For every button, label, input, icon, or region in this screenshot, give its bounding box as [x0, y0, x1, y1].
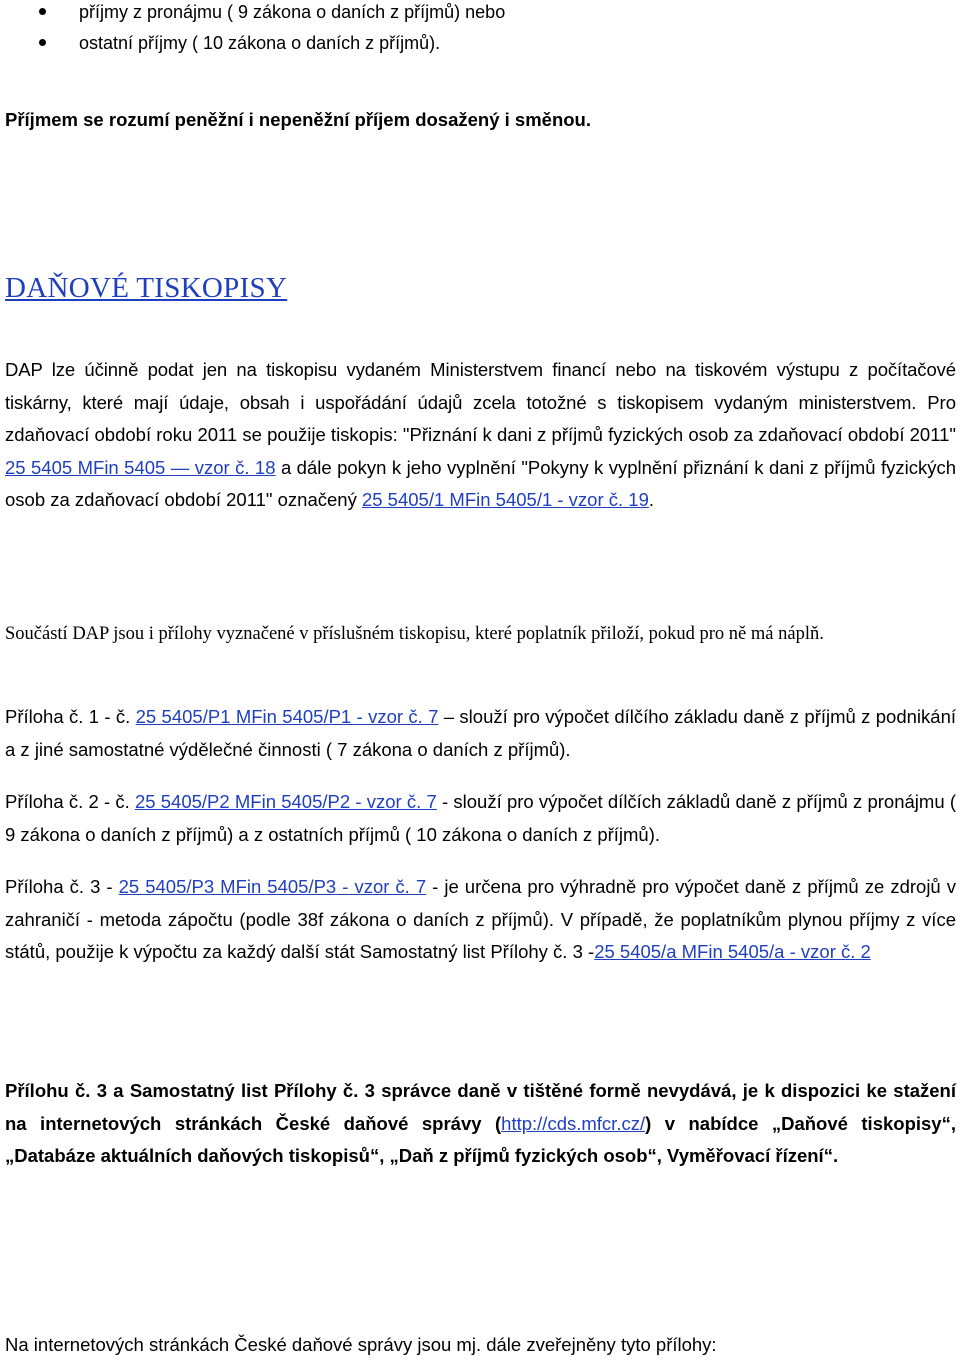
download-info-text-1: Přílohu č. 3 a Samostatný list Přílohy č. 3 správce daně v tištěné formě nevydává, je k dispozici ke stažení na internetových stránkách České daňové správy ( [5, 1080, 956, 1134]
dap-text-4: . [648, 489, 655, 510]
priloha-2-text: - slouží pro výpočet dílčích základů daně z příjmů z pronájmu ( 9 zákona o daních z příjmů) a z ostatních příjmů ( 10 zákona o daních z příjmů). [5, 791, 956, 845]
priloha-3-text: - je určena pro výhradně pro výpočet daně z příjmů ze zdrojů v zahraničí - metoda zápočtu (podle 38f zákona o daních z příjmů). V případě, že poplatníkům plynou příjmy z více států, použije k výpočtu za každý další stát Samostatný list Přílohy č. 3 - [5, 876, 956, 962]
dap-text-3: a dále pokyn k jeho vyplnění "Pokyny k vyplnění přiznání k dani z příjmů fyzických osob za zdaňovací období 2011" označený [5, 456, 956, 510]
bullet-list [5, 0, 956, 62]
priloha-3-paragraph [5, 871, 956, 969]
form-link-vzor-18[interactable]: 25 5405 MFin 5405 — vzor č. 18 [5, 456, 276, 478]
priloha-3-link[interactable]: 25 5405/P3 MFin 5405/P3 - vzor č. 7 [118, 876, 427, 897]
list-item-text: příjmy z pronájmu ( 9 zákona o daních z příjmů) nebo [79, 2, 506, 22]
priloha-1-text: – slouží pro výpočet dílčího základu daně z příjmů z podnikání a z jiné samostatné výdělečné činnosti ( 7 zákona o daních z příjmů). [5, 706, 957, 760]
dap-paragraph [5, 354, 956, 517]
priloha-3-prefix: Příloha č. 3 - [5, 876, 119, 897]
attachments-note: Součástí DAP jsou i přílohy vyznačené v příslušném tiskopisu, které poplatník přiloží, pokud pro ně má náplň. [5, 624, 824, 644]
priloha-1-link[interactable]: 25 5405/P1 MFin 5405/P1 - vzor č. 7 [135, 706, 439, 727]
bullet-icon [39, 39, 46, 46]
list-item [5, 0, 956, 31]
download-info-paragraph [5, 1075, 956, 1173]
closing-line: Na internetových stránkách České daňové správy jsou mj. dále zveřejněny tyto přílohy: [5, 1334, 717, 1355]
priloha-2-link[interactable]: 25 5405/P2 MFin 5405/P2 - vzor č. 7 [134, 791, 437, 812]
dap-text-1: DAP lze účinně podat jen na tiskopisu vydaném Ministerstvem financí nebo na tiskovém výstupu z počítačové tiskárny, které mají údaje, obsah i uspořádání údajů zcela totožné s tiskopisem vydaným ministerstvem. [5, 359, 956, 413]
instructions-link-vzor-19[interactable]: 25 5405/1 MFin 5405/1 - vzor č. 19 [361, 489, 649, 510]
bullet-icon [39, 8, 46, 15]
section-heading[interactable]: DAŇOVÉ TISKOPISY [5, 272, 288, 304]
cds-website-link[interactable]: http://cds.mfcr.cz/ [501, 1112, 646, 1134]
priloha-2-prefix: Příloha č. 2 - č. [5, 791, 135, 812]
priloha-1-paragraph [5, 701, 956, 766]
priloha-1-prefix: Příloha č. 1 - č. [5, 706, 136, 727]
download-info-text-2: ) v nabídce „Daňové tiskopisy“, „Databáze aktuálních daňových tiskopisů“, „Daň z příjmů fyzických osob“, Vyměřovací řízení“. [5, 1112, 956, 1166]
priloha-2-paragraph [5, 786, 956, 851]
income-note: Příjmem se rozumí peněžní i nepeněžní příjem dosažený i směnou. [5, 109, 591, 130]
samostatny-list-link[interactable]: 25 5405/a MFin 5405/a - vzor č. 2 [594, 941, 871, 962]
dap-text-2: Pro zdaňovací období roku 2011 se použije tiskopis: "Přiznání k dani z příjmů fyzických osob za zdaňovací období 2011" [5, 391, 956, 445]
list-item [5, 31, 956, 62]
list-item-text: ostatní příjmy ( 10 zákona o daních z příjmů). [79, 33, 441, 53]
